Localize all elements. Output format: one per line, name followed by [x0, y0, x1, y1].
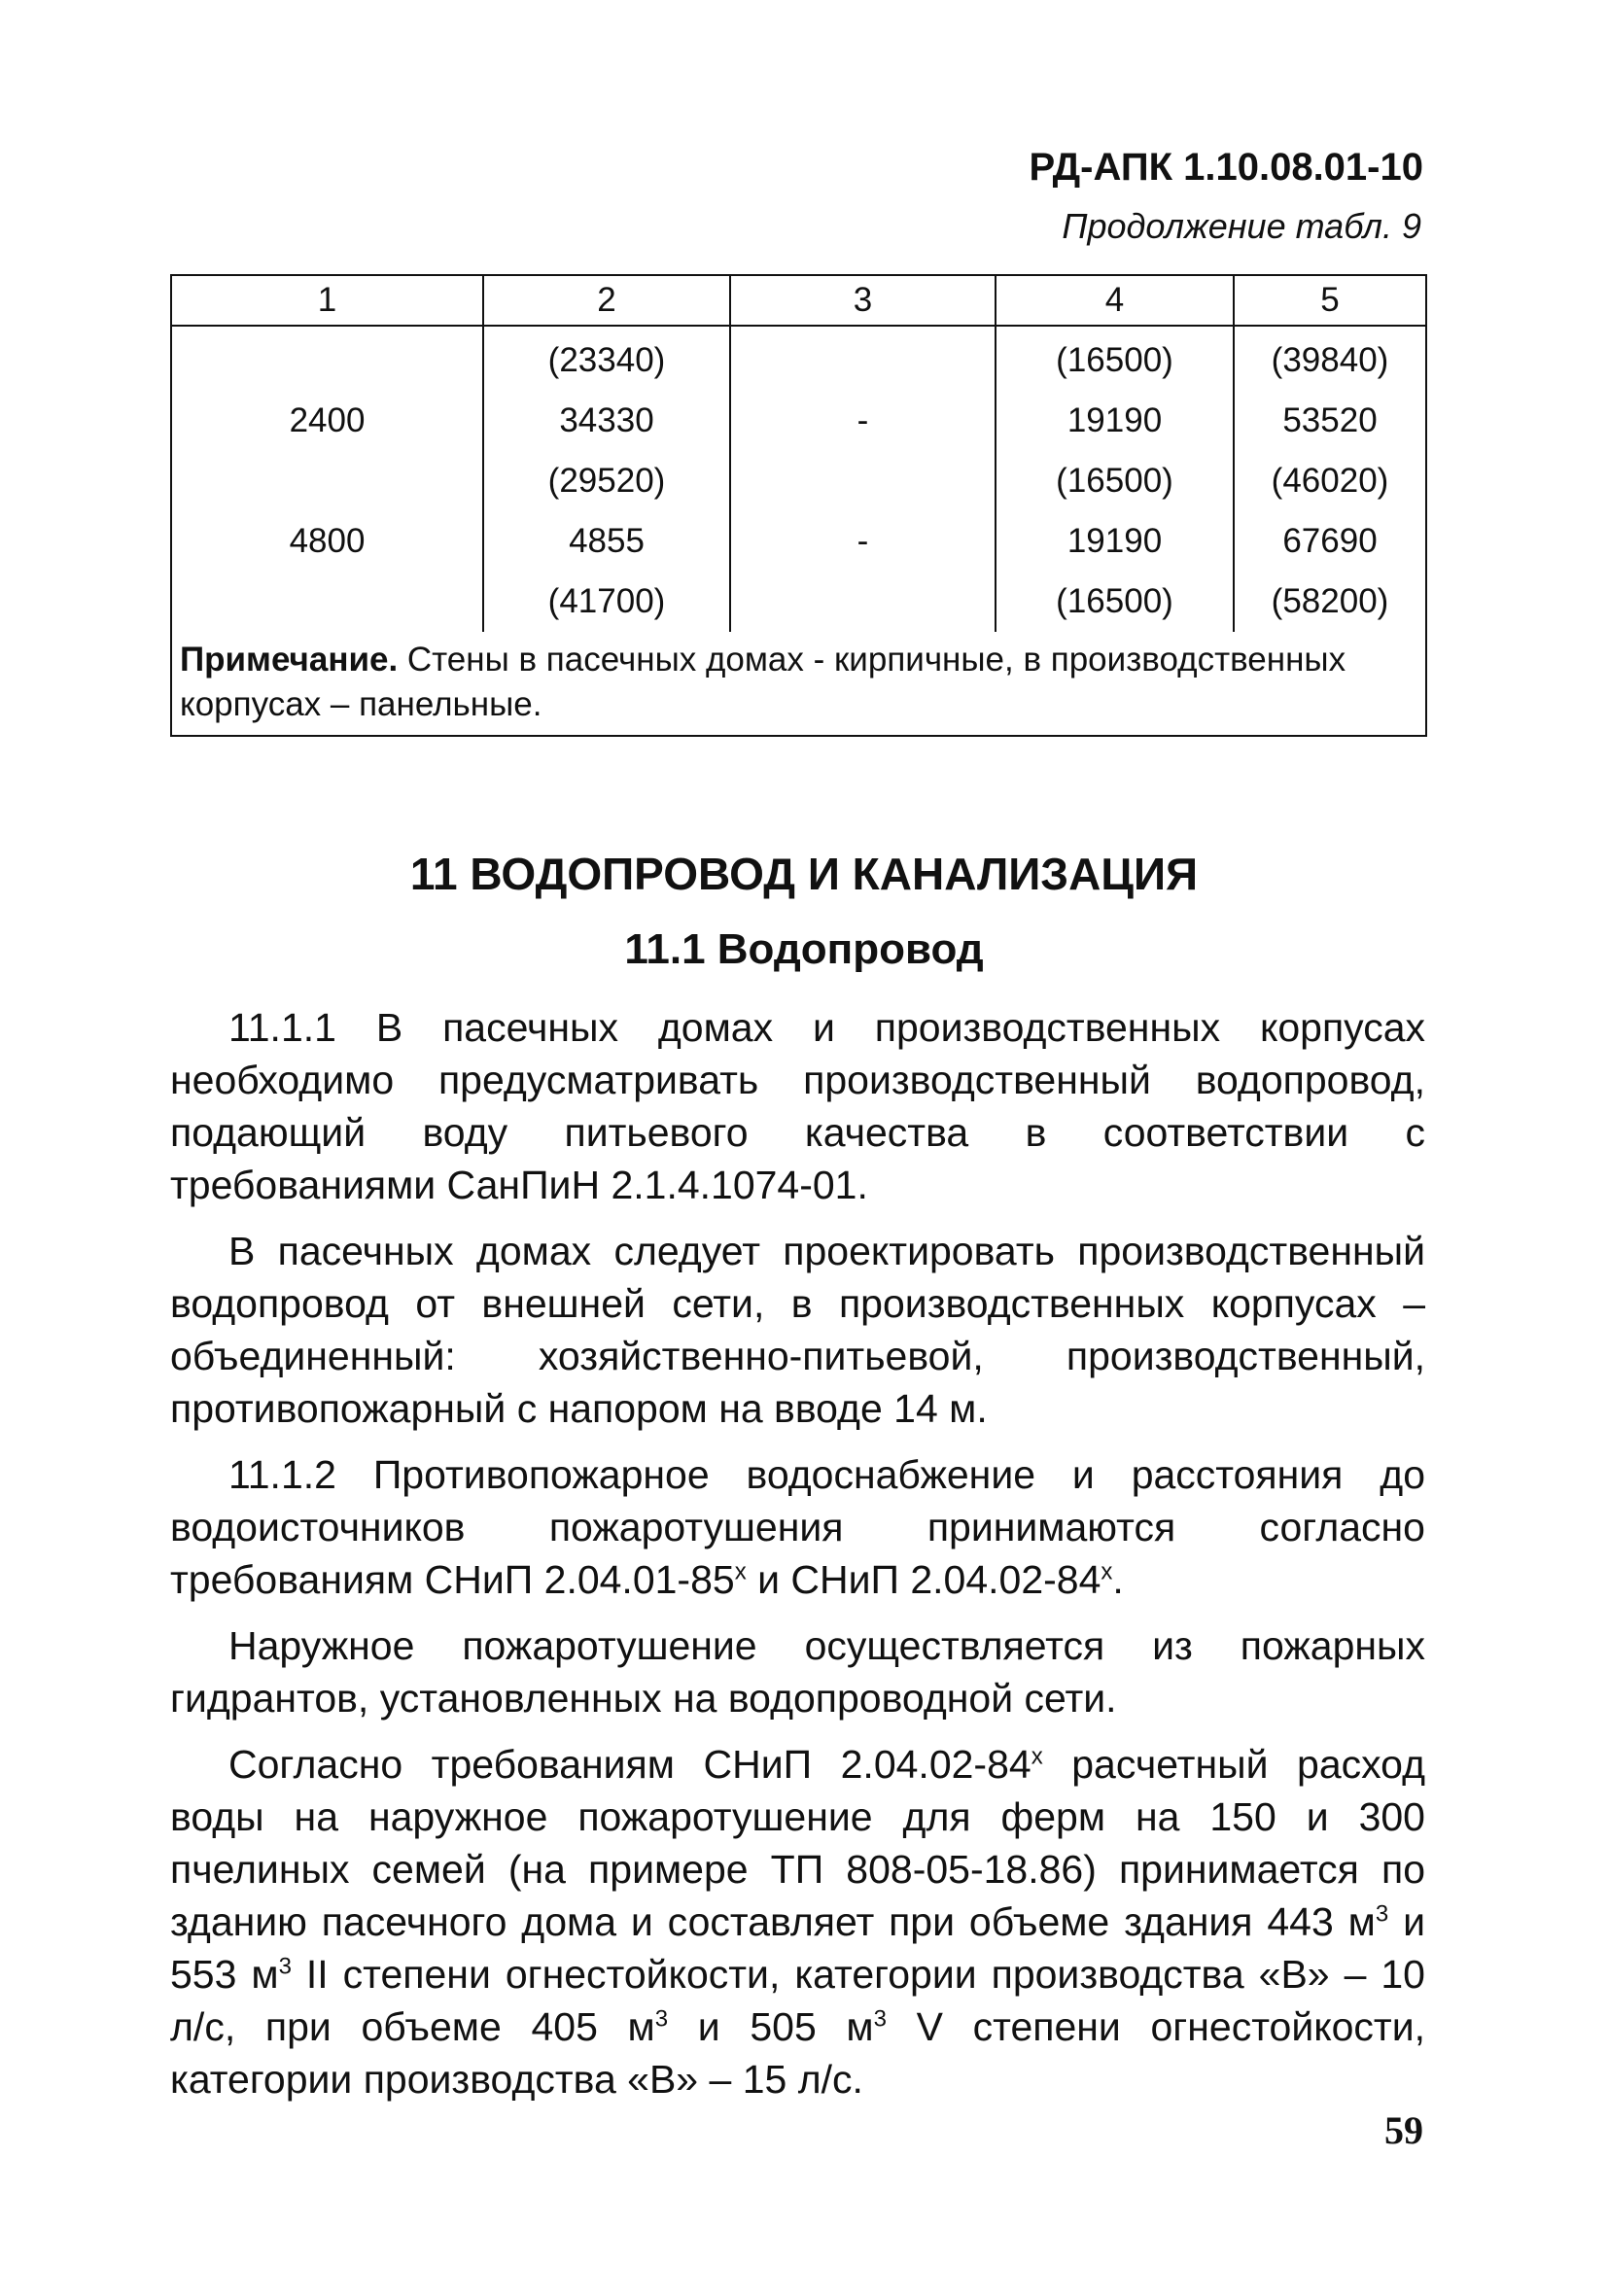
text-run: 11.1.2 Противопожарное водоснабжение и расстояния до водоисточников пожаротушения принимаются согласно требованиям СНиП 2.04.01-85: [170, 1452, 1425, 1602]
table-cell: 53520: [1234, 391, 1426, 451]
table-cell: [171, 572, 483, 632]
table-cell: 4855: [483, 511, 730, 572]
paragraph: В пасечных домах следует проектировать производственный водопровод от внешней сети, в производственных корпусах – объединенный: хозяйственно-питьевой, производственный, противопожарный с напором на вводе 14 м.: [170, 1229, 1425, 1431]
column-header: 4: [996, 275, 1234, 326]
table-cell: 67690: [1234, 511, 1426, 572]
column-header: 5: [1234, 275, 1426, 326]
table-header-row: [171, 275, 1426, 326]
table-row: [171, 511, 1426, 572]
table-cell: [730, 326, 996, 391]
superscript: x: [1031, 1743, 1043, 1770]
document-code: РД-АПК 1.10.08.01-10: [1029, 146, 1423, 189]
table-cell: -: [730, 511, 996, 572]
paragraph: 11.1.1 В пасечных домах и производственных корпусах необходимо предусматривать производственный водопровод, подающий воду питьевого качества в соответствии с требованиями СанПиН 2.1.4.1074-01.: [170, 1005, 1425, 1207]
table-note-row: [171, 632, 1426, 736]
section-title: 11 ВОДОПРОВОД И КАНАЛИЗАЦИЯ: [409, 849, 1199, 899]
table-cell: 2400: [171, 391, 483, 451]
table-note: [171, 632, 1426, 736]
table-cell: [730, 451, 996, 511]
table-cell: [730, 572, 996, 632]
table-cell: (16500): [996, 326, 1234, 391]
superscript: 3: [873, 2005, 887, 2033]
text-run: II степени огнестойкости, категории производства «В» – 10 л/с, при объеме 405 м: [170, 1952, 1425, 2049]
note-text: Стены в пасечных домах - кирпичные, в производственных корпусах – панельные.: [180, 641, 1346, 723]
paragraph: [170, 1738, 1425, 2105]
text-run: и СНиП 2.04.02-84: [746, 1557, 1101, 1602]
paragraph: Наружное пожаротушение осуществляется из пожарных гидрантов, установленных на водопроводной сети.: [170, 1623, 1425, 1721]
text-run: V степени огнестойкости, категории производства «В» – 15 л/с.: [170, 2004, 1425, 2102]
table-row: [171, 451, 1426, 511]
superscript: x: [734, 1558, 747, 1585]
table-cell: [171, 326, 483, 391]
table-continuation-label: Продолжение табл. 9: [1062, 206, 1421, 246]
table-cell: [171, 451, 483, 511]
table-cell: (16500): [996, 451, 1234, 511]
table-cell: 19190: [996, 511, 1234, 572]
text-run: и 505 м: [668, 2004, 874, 2049]
table-cell: 34330: [483, 391, 730, 451]
paragraph: [170, 1448, 1425, 1606]
page-number: 59: [1384, 2108, 1423, 2152]
table-cell: (23340): [483, 326, 730, 391]
note-label: Примечание.: [180, 641, 399, 678]
table-cell: 19190: [996, 391, 1234, 451]
text-run: расчетный расход воды на наружное пожаротушение для ферм на 150 и 300 пчелиных семей (на примере ТП 808-05-18.86) принимается по зданию пасечного дома и составляет при объеме здания 443 м: [170, 1742, 1425, 1944]
table-row: [171, 391, 1426, 451]
column-header: 2: [483, 275, 730, 326]
body-text: [170, 1001, 1425, 2119]
data-table: [170, 274, 1427, 737]
table-row: [171, 572, 1426, 632]
table-row: [171, 326, 1426, 391]
column-header: 3: [730, 275, 996, 326]
table-cell: (41700): [483, 572, 730, 632]
text-run: и 553 м: [170, 1899, 1425, 1997]
text-run: Согласно требованиям СНиП 2.04.02-84: [228, 1742, 1031, 1787]
text-run: .: [1112, 1557, 1124, 1602]
column-header: 1: [171, 275, 483, 326]
table-cell: (16500): [996, 572, 1234, 632]
table-cell: -: [730, 391, 996, 451]
table-cell: 4800: [171, 511, 483, 572]
subsection-title: 11.1 Водопровод: [624, 925, 984, 973]
superscript: 3: [1375, 1900, 1389, 1928]
table-cell: (46020): [1234, 451, 1426, 511]
superscript: 3: [278, 1953, 292, 1980]
superscript: x: [1101, 1558, 1113, 1585]
table-cell: (39840): [1234, 326, 1426, 391]
table-cell: (29520): [483, 451, 730, 511]
superscript: 3: [654, 2005, 669, 2033]
table-cell: (58200): [1234, 572, 1426, 632]
